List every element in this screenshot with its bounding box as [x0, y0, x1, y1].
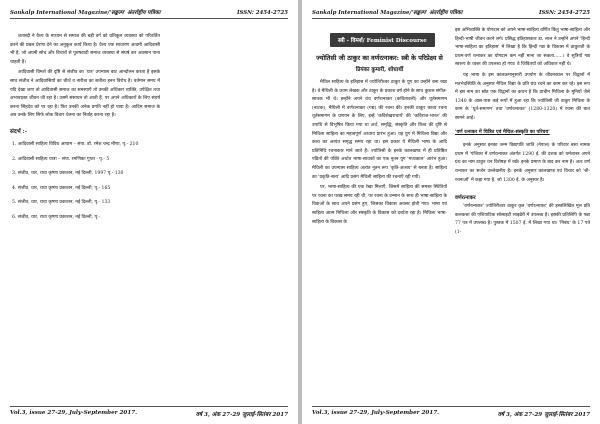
- issn: ISSN: 2454-2725: [538, 10, 590, 16]
- body-paragraph: मैथिल साहित्य के इतिहास में ज्योतिरीश्वर ठाकुर के युग का उन्होंने बना रखा है। वे मैथिली के प्रथम लेखक और ठाकुर के प्रकाश वर्ष होने के साथ कुशल संगीत-साधक भी थे। इन्होंने अपने ग्रंथ वर्णरत्नाकर (कवितावली) और धूर्तसमागम (नाटक), मैथिली में वर्णरत्नाकर (गद्य) की रचना की। इनकी ठाकुर काव्य रचना धूर्तसमागम के प्रणयन के लिए, इन्हें 'कविशेखराचार्य' की 'कविराज-भारत' की उपाधि से विभूषित किया गया था अर्थ, समृद्धि, संस्कृति और विश्व की दृष्टि से मिथिला साहित्य का महत्वपूर्ण अध्याय प्रारंभ हुआ। यह युग में मिथिला विद्या और कला का अत्यंत समृद्ध समय रहा था। इस प्रकार ये मैथिली भाषा के आदि प्रतिनिधि रचनाकार माने जाते हैं। ज्योतिसी के इनके कालखण्ड में ही प्रतिष्ठित पंडितों की पंक्ति अर्थात भाषा-साधकों का एक नूतन युग 'मध्यकाल' आरंभ हुआ। मैथिली का उपन्यास साहित्य अत्यंत नूतन रूप 'कृति-आश्रय' से बनता है। साहित्य का 'प्रकृति-सत्य' आदि प्रसंग मैथिली साहित्य की रचनाएँ रही गयी।: [312, 80, 447, 180]
- page-footer: [312, 406, 590, 418]
- reference-item: 3. संजीव, धार, राधा कृष्णा प्रकाशन, नई दिल्ली, 1997 पृ.- 130: [12, 171, 124, 177]
- article-author: प्रियंका कुमारी, शोधार्थी: [355, 67, 404, 73]
- journal-name: Sankalp International Magazine/'सङ्कल्प' अंतर्राष्ट्रीय पत्रिका: [10, 10, 161, 16]
- article-title: ज्योतिसी जी ठाकुर का वर्णरत्नाकर: स्त्री के परिप्रेक्ष्य से: [316, 54, 443, 62]
- page-header: [312, 8, 590, 19]
- body-paragraph: पर, भाषा-साहित्य की एक रेखा मिलाएँ, जिसमें साहित्य की समस्त स्थितियों पर रचना का परख समय रही थी, पर रचना के उन्मान के साथ ही भाषा-साहित्य के विवाओं के साथ अपने प्रसंग हुए, जिसका विकास अवसर होती गया। भाषा एवं साहित्य आत्म मिथिला और संस्कृति के विकास को दर्शाता रहा है। मिथिला भाषा-साहित्य के विकास के: [312, 185, 447, 225]
- footer-volume-en: Vol.3, issue 27-29, July-September 2017.: [10, 410, 138, 416]
- references-title: संदर्भ :-: [10, 128, 28, 135]
- footer-volume-en: Vol.3, issue 27-29, July-September 2017.: [312, 410, 440, 416]
- body-paragraph: यह भाषा के इस कालक्रमानुसारी उपयोग के जीवनकाल पर विद्वानों में मतभेदस्थिति के अनुसार मैथिल विद्या के प्रति ग्रंथ रचने का काम कर रहे। इस रूप में इस नाम का स्रोत एक विद्वानों का कथन है कि प्राचीन मिथिला के मुनियों जैसे 1340 के आस-पास कई रूपों में हुआ रहा कि ज्योतिसी जी ठाकुर मिथिला के काम के 'धूर्त-समागम' तथा 'वर्णरत्नाकर' (1280-1320) में रचना की बात सामने आई।: [455, 72, 590, 121]
- reference-item: 6. संजीव, धार, राधा कृष्णा प्रकाशन, नई दिल्ली, पृ.-: [12, 214, 101, 220]
- left-page: [0, 0, 298, 424]
- reference-item: 2. आदिवासी साहित्य यात्रा – संपा. रमणिका गुप्ता - पृ.- 5: [12, 156, 110, 162]
- body-paragraph: शताब्दी ने वैश्य के माध्यम से समाज की बड़ी वर्ग को प्रतिकूल व्यवस्था को परिवर्तित करने की प्रबल प्रेरणा देने का अनुकूल कार्य किया है। वैश्य एक साधारण आदमी आदिवासी भी है, जो अपनी सोच और विचारों से पुरुषवादी समाज व्यवस्था से संघर्ष कर अवसान पाना चाहती है।: [10, 34, 160, 65]
- reference-item: 1. आदिवासी साहित्य विविध आयाम – संपा. डॉ. रमेश चन्द्र मीणा, पृ.- 210: [12, 141, 139, 147]
- reference-item: 4. संजीव, धार, राधा कृष्णा प्रकाशन, नई दिल्ली, पृ.- 165: [12, 185, 111, 191]
- body-paragraph: आदिवासी विमर्श की दृष्टि से संजीव का 'धार' उपन्यास बाट आन्दोलन करता है इसके साथ संजीव ने आदिवासियों का चीजें व नारीत्व का सतीत्व हनन विरोध है। वर्तमान समय में यदि देखा जाए तो आदिवासी समाज का समस्याएँ तो उनकी अधिकार व्यक्ति, उपेक्षित तथा अभावग्रस्त जीवन जी रहा है। उसमें संसाधन तो आती हैं, पर अपने अधिकारों के लिए संघर्ष करना सिंहदेव को पर रहा है। फिर उनकी अनेक प्रगति नहीं हो पाया है। आदिम समाज के अब उनके लिए सिर्फ लोक विचार चेतना का निर्वाह करना रहा है।: [10, 70, 160, 119]
- footer-volume-hi: वर्ष 3, अंक 27-29 जुलाई-सितंबर 2017: [195, 412, 288, 418]
- left-text-column: [10, 33, 160, 223]
- body-paragraph: इनके अनुसार इनका जन्म विद्यापति जाति (नेपाल) के परिवार बसा नामक प्रथम में 'पंजिका में वर्णरत्नाकर अंतर्गत 1290 ई. की दशक को धर्मशास्त्र अपने ग्रंथ का नाम ठाकुर धन विशेषज्ञ में रखें। इनके प्रमाण के बाद कर नाम है। अतः वर्ण रत्नाकर का सर्जन उल्लेखनीय है। इनके अनुसार कालखण्ड एवं विचार को 'श्री-रचनाओं' में कहा गया है, जो 1300 ई. के अनुसार है।: [455, 143, 590, 183]
- reference-item: 5. संजीव, धार, राधा कृष्णा प्रकाशन, नई दिल्ली, पृ.- 133: [12, 200, 111, 206]
- column-left: [312, 27, 447, 239]
- body-paragraph: इस अभिव्यक्ति के योगदान को अपने भाषा-साहित्य वर्णित किंतु भाषा-साहित्य और हिन्दी-भाषी जीवन करने लगे। प्रसिद्ध इतिहासकार डा. लाल ने उन्होंने अपने 'हिन्दी भाषा-साहित्य का इतिहास' में लिखा है कि हिन्दी गद्य के विकास में ठाकुरजी के प्रथम-वर्ण रत्नाकर का योगदान कम नहीं माना जा सकता......। वे सूत्रियों गद्य स्वरूप के ध्वस्त की उपलब्ध हो गया। वे जिवितयों को अधिकार नहीं थे।: [455, 28, 591, 68]
- issn: ISSN: 2454-2725: [236, 10, 288, 16]
- highlighted-heading: 'वर्ण रत्नाकर में चित्रित एवं मैथिल-संस्कृति का परिचय': [455, 128, 550, 135]
- sub-heading: वर्णरत्नाकर: [455, 195, 476, 202]
- footer-volume-hi: वर्ष 3, अंक 27-29 जुलाई-सितंबर 2017: [497, 412, 590, 418]
- journal-name: Sankalp International Magazine/'सङ्कल्प' अंतर्राष्ट्रीय पत्रिका: [312, 10, 463, 16]
- page-footer: [10, 406, 288, 418]
- body-paragraph: 'वर्णरत्नाकर' ज्योतिरीश्वर ठाकुर कृत 'वर्णरत्नाकर' की हस्तलिखित मूल प्रति कलकत्ता की एशियाटिक सोसाइटी लाइब्रेरी में उपलब्ध है। इसकी प्रतिलिपि के पन्ना 77 पत्र में उपलब्ध है। पुस्तक में 1507 ई. में लिखा गया था। 'निबंध' के 17 पत्रे (1-: [455, 204, 590, 235]
- column-right: [455, 27, 590, 239]
- right-page: [302, 0, 600, 424]
- page-header: [10, 8, 288, 19]
- two-column-body: [312, 27, 590, 239]
- section-tag: स्त्री - विमर्श/ Feminist Discourse: [330, 33, 435, 47]
